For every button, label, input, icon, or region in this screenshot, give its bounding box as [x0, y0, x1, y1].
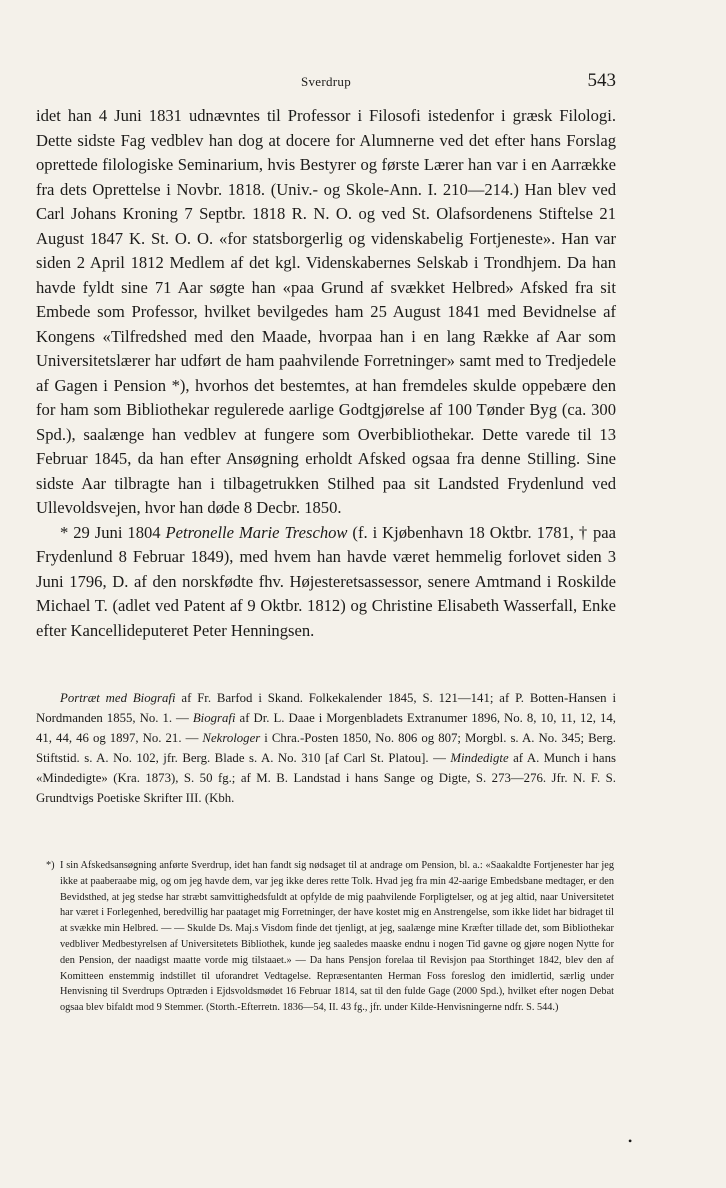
spouse-name: Petronelle Marie Treschow — [165, 522, 348, 542]
page-number: 543 — [587, 70, 616, 91]
margin-mark: • — [628, 1134, 633, 1148]
body-paragraph: idet han 4 Juni 1831 udnævntes til Professor i Filosofi istedenfor i græsk Filologi. Dette sidste Fag vedblev han dog at docere for Alumnerne ved det efter hans Forslag oprettede filologiske Seminarium, hvis Bestyrer og første Lærer han var i en Aarrække fra dets Oprettelse i Novbr. 1818. (Univ.- og Skole-Ann. I. 210—214.) Han blev ved Carl Johans Kroning 7 Septbr. 1818 R. N. O. og ved St. Olafsordenens Stiftelse 21 August 1847 K. St. O. O. «for statsborgerlig og videnskabelig Fortjeneste». Han var siden 2 April 1812 Medlem af det kgl. Videnskabernes Selskab i Trondhjem. Da han havde fyldt sine 71 Aar søgte han «paa Grund af svækket Helbred» Afsked fra sit Embede som Professor, hvilket bevilgedes ham 25 August 1841 med Bevidnelse af Kongens «Tilfredshed med den Maade, hvorpaa han i en lang Række af Aar som Universitetslærer har udført de ham paahvilende Forretninger» samt med to Tredjedele af Gagen i Pension *), hvorhos det bestemtes, at han fremdeles skulde oppebære den for ham som Bibliothekar regulerede aarlige Godtgjørelse af 100 Tønder Byg (ca. 300 Spd.), saalænge han vedblev at fungere som Overbibliothekar. Dette varede til 13 Februar 1845, da han efter Ansøgning erholdt Afsked ogsaa fra denne Stilling. Sine sidste Aar tilbragte han i tilbagetrukken Stilhed paa sit Landsted Frydenlund ved Ullevoldsvejen, hvor han døde 8 Decbr. 1850. — [36, 106, 616, 517]
footnote-marker: *) — [46, 860, 55, 871]
ref-memorial-poems-label: Mindedigte — [450, 751, 509, 765]
footnote-text: I sin Afskedsansøgning anførte Sverdrup, idet han fandt sig nødsaget til at andrage om Pension, bl. a.: «Saakaldte Fortjenester har jeg ikke at paaberaabe mig, og om jeg havde dem, var jeg ikke deres rette Tolk. Hvad jeg fra min 42-aarige Embedsbane medtager, er den Bevidsthed, at jeg stedse har stræbt samvittighedsfuldt at opfylde de mig paahvilende Forpligtelser, og at jeg altid, naar Universitetet har været i Forlegenhed, beredvillig har paataget mig Forretninger, der have kostet mig en Anstrengelse, som ikke lidet har bidraget til at svække min Helbred. — — Skulde Ds. Maj.s Visdom finde det tjenligt, at jeg, saalænge mine Kræfter tillade det, som Bibliothekar vedbliver Medbestyrelsen af Universitetets Bibliothek, kunde jeg saaledes maaske endnu i nogen Tid gavne og gjøre nogen Nytte for den Pension, der naadigst maatte vorde mig tilstaaet.» — Da hans Pensjon forelaa til Revisjon paa Storthinget 1842, blev den af Komitteen enstemmig indstillet til uforandret Vedtagelse. Repræsentanten Herman Foss foreslog den imidlertid, særlig under Henvisning til Sverdrups Optræden i Ejdsvoldsmødet 16 Februar 1814, sat til den fulde Gage (2000 Spd.), hvilket efter nogen Debat ogsaa blev bifaldt mod 9 Stemmer. (Storth.-Efterretn. 1836—54, II. 43 fg., jfr. under Kilde-Henvisningerne ndfr. S. 544.) — [60, 860, 614, 1014]
footnote-separator — [36, 850, 616, 851]
ref-portrait-text: af Fr. Barfod i Skand. Folkekalender 1845, S. 121—141; af P. Botten-Hansen i Nordmanden 1855, No. 1. — — [36, 691, 616, 725]
ref-portrait-label: Portræt med Biografi — [60, 691, 176, 705]
body-text — [36, 104, 616, 643]
ref-memorial-poems-text: af A. Munch i hans «Mindedigte» (Kra. 1873), S. 50 fg.; af M. B. Landstad i hans Sange og Digte, S. 273—276. Jfr. N. F. S. Grundtvigs Poetiske Skrifter III. (Kbh. — [36, 751, 616, 805]
references-paragraph — [36, 688, 616, 808]
running-title: Sverdrup — [300, 74, 352, 89]
marriage-text-start: * 29 Juni 1804 — [60, 522, 166, 542]
footnote — [36, 858, 614, 1016]
ref-biography-text: af Dr. L. Daae i Morgenbladets Extranumer 1896, No. 8, 10, 11, 12, 14, 41, 44, 46 og 1897, No. 21. — — [36, 711, 616, 745]
marriage-text-rest: (f. i Kjøbenhavn 18 Oktbr. 1781, † paa Frydenlund 8 Februar 1849), med hvem han havde været hemmelig forlovet siden 3 Juni 1796, D. af den norskfødte fhv. Højesteretsassessor, senere Amtmand i Roskilde Michael T. (adlet ved Patent af 9 Oktbr. 1812) og Christine Elisabeth Wasserfall, Enke efter Kancellideputeret Peter Henningsen. — [36, 522, 616, 640]
ref-obituaries-text: i Chra.-Posten 1850, No. 806 og 807; Morgbl. s. A. No. 345; Berg. Stiftstid. s. A. No. 102, jfr. Berg. Blade s. A. No. 310 [af Carl St. Platou]. — — [36, 731, 616, 765]
running-head — [36, 70, 616, 94]
ref-obituaries-label: Nekrologer — [202, 731, 261, 745]
marriage-paragraph — [36, 521, 616, 644]
ref-biography-label: Biografi — [192, 711, 236, 725]
